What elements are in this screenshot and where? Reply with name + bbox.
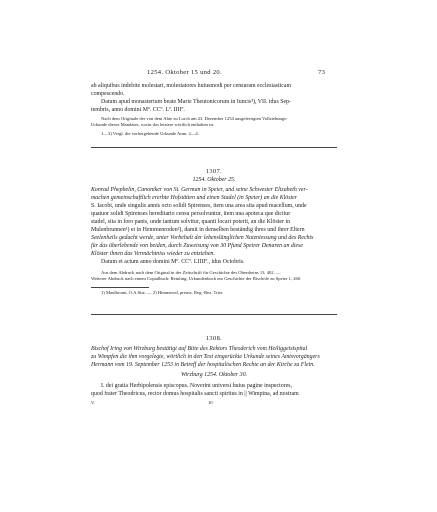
source-note-line: Nach dem Originale der von dem Abte zu Lorch am 23. Dezember 1254 ausgefertigten Vollziehungs- [101, 116, 288, 121]
text-line: Datum apud monasterium beate Marie Theutonicorum in Iuncis³), VII. idus Sep- [101, 99, 292, 105]
page-mark: 10 [208, 400, 213, 405]
document-number: 1307. [205, 168, 223, 175]
source-note-line: Aus dem Abdruck nach dem Original in der Zeitschrift für Geschichte des Oberrheins 13, 402. — [101, 270, 281, 275]
text-line: Datum et actum anno domini Mº. CCº. LIIIIº., idus Octobris. [101, 259, 245, 265]
running-title: 1254. Oktober 15 und 20. [147, 69, 222, 76]
text-line: ab aliquibus indebite molestari, molestatores huiusmodi per censuram ecclesiasticam [91, 83, 292, 89]
text-line: für das überlebende von beiden, durch Zuweisung von 30 Pfund Speirer Denaren an diese [91, 243, 304, 249]
text-line: stadel, sita in foro panis, unde tantum solvitur, quanti locari poterit, an die Klöster in [91, 219, 291, 225]
section-divider [91, 147, 337, 148]
summary-line: Bischof Iring von Wirzburg bestätigt auf Bitte des Rektors Theoderich vom Heiliggeistspital [91, 346, 308, 352]
summary-line: machen gemeinschaftlich ererbte Hofstätten und einen Stadel (in Speier) an die Klöster [91, 195, 298, 201]
document-number: 1308. [205, 335, 223, 342]
text-line: S. Iacobi, unde singulis annis octo solidi Spirenses, item una area sita apud macellum, unde [91, 203, 307, 209]
source-note-line: Urkunde dieses Mandates, worin das letztere wörtlich enthalten ist. [91, 122, 215, 127]
text-line: Mulenbrunnen¹) et in Hemmenroden²), damit in denselben beständig ihres und ihrer Eltern [91, 227, 305, 233]
text-line: I. dei gratia Herbipolensis episcopus. Noverint universi huius pagine inspectores, [101, 383, 293, 389]
source-note-line: Weiterer Abdruck nach einem Copialbuch: Remling, Urkundenbuch zur Geschichte der Bischöfe zu Speier 1, 260. [91, 276, 302, 281]
summary-line: zu Wimpfen die ihm vorgelegte, wörtlich in den Text eingerückte Urkunde seines Amtsvorgängers [91, 354, 320, 360]
summary-line: Konrad Phephelin, Canoniker von St. German in Speier, und seine Schwester Elizabeth ver- [91, 187, 308, 193]
document-dateline: Wirzburg 1254. Oktober 30. [180, 372, 248, 378]
footnote-rule [91, 287, 149, 288]
footnote: 1—3) Vergl. die vorhergehende Urkunde Anm. 2—4. [101, 131, 199, 136]
signature-mark: V. [91, 400, 95, 405]
text-line: Klöster ihnen das Vermächtniss wieder zu entziehen. [91, 251, 215, 257]
text-line: quatuor solidi Spirenses hereditario censu persolvuntur, item una apoteca que dicitur [91, 211, 291, 217]
footnote: 1) Maulbronn, O.A.Sitz. — 2) Himmerod, preuss. Reg.-Bez. Trier. [101, 290, 224, 295]
text-line: Seelenheils gedacht werde, unter Vorbehalt der lebenslänglichen Nutzniessung und des Rechts [91, 235, 314, 241]
text-line: quod frater Theodricus, rector domus hospitalis sancti spiritus in || Wimpina, ad nostram [91, 391, 299, 397]
summary-line: Hermann vom 19. September 1253 in Betreff der hospitalischen Rechte an der Kirche zu Flein. [91, 362, 315, 368]
page-number: 73 [318, 69, 326, 76]
text-line: compescendo. [91, 91, 125, 97]
section-divider [91, 314, 337, 315]
text-line: tembris, anno domini Mº. CCº. Lº. IIIIº. [91, 107, 185, 113]
document-dateline: 1254. Oktober 25. [192, 177, 236, 183]
